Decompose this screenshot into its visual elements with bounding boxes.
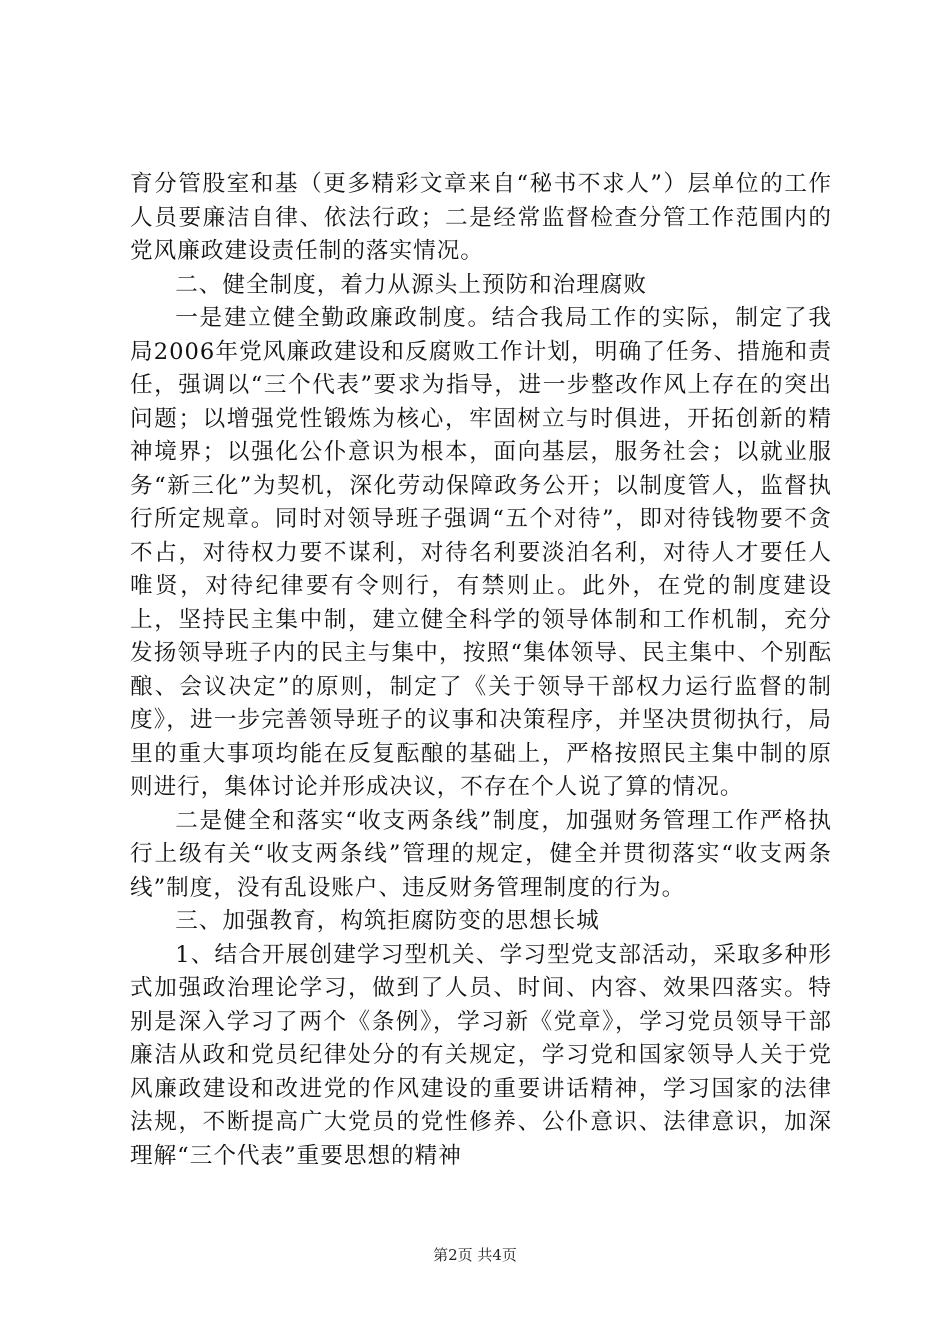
page-number-label: 第2页 共4页 [433,1246,517,1264]
document-body [130,168,832,1173]
paragraph-continuation: 育分管股室和基（更多精彩文章来自“秘书不求人”）层单位的工作人员要廉洁自律、依法行政；二是经常监督检查分管工作范围内的党风廉政建设责任制的落实情况。 [130,171,832,264]
page-footer [0,1244,950,1265]
paragraph-finance-system: 二是健全和落实“收支两条线”制度，加强财务管理工作严格执行上级有关“收支两条线”管理的规定，健全并贯彻落实“收支两条线”制度，没有乱设账户、违反财务管理制度的行为。 [130,807,832,901]
paragraph-education: 1、结合开展创建学习型机关、学习型党支部活动，采取多种形式加强政治理论学习，做到了人员、时间、内容、效果四落实。特别是深入学习了两个《条例》，学习新《党章》，学习党员领导干部廉洁从政和党员纪律处分的有关规定，学习党和国家领导人关于党风廉政建设和改进党的作风建设的重要讲话精神，学习国家的法律法规，不断提高广大党员的党性修养、公仆意识、法律意识，加深理解“三个代表”重要思想的精神 [130,941,832,1169]
paragraph-integrity-system: 一是建立健全勤政廉政制度。结合我局工作的实际，制定了我局2006年党风廉政建设和反腐败工作计划，明确了任务、措施和责任，强调以“三个代表”要求为指导，进一步整改作风上存在的突出问题；以增强党性锻炼为核心，牢固树立与时俱进，开拓创新的精神境界；以强化公仆意识为根本，面向基层，服务社会；以就业服务“新三化”为契机，深化劳动保障政务公开；以制度管人，监督执行所定规章。同时对领导班子强调“五个对待”，即对待钱物要不贪不占，对待权力要不谋利，对待名利要淡泊名利，对待人才要任人唯贤，对待纪律要有令则行，有禁则止。此外，在党的制度建设上，坚持民主集中制，建立健全科学的领导体制和工作机制，充分发扬领导班子内的民主与集中，按照“集体领导、民主集中、个别酝酿、会议决定”的原则，制定了《关于领导干部权力运行监督的制度》，进一步完善领导班子的议事和决策程序，并坚决贯彻执行，局里的重大事项均能在反复酝酿的基础上，严格按照民主集中制的原则进行，集体讨论并形成决议，不存在个人说了算的情况。 [130,305,832,800]
section-heading-2: 二、健全制度，着力从源头上预防和治理腐败 [175,271,648,298]
section-heading-3: 三、加强教育，构筑拒腐防变的思想长城 [175,908,600,934]
